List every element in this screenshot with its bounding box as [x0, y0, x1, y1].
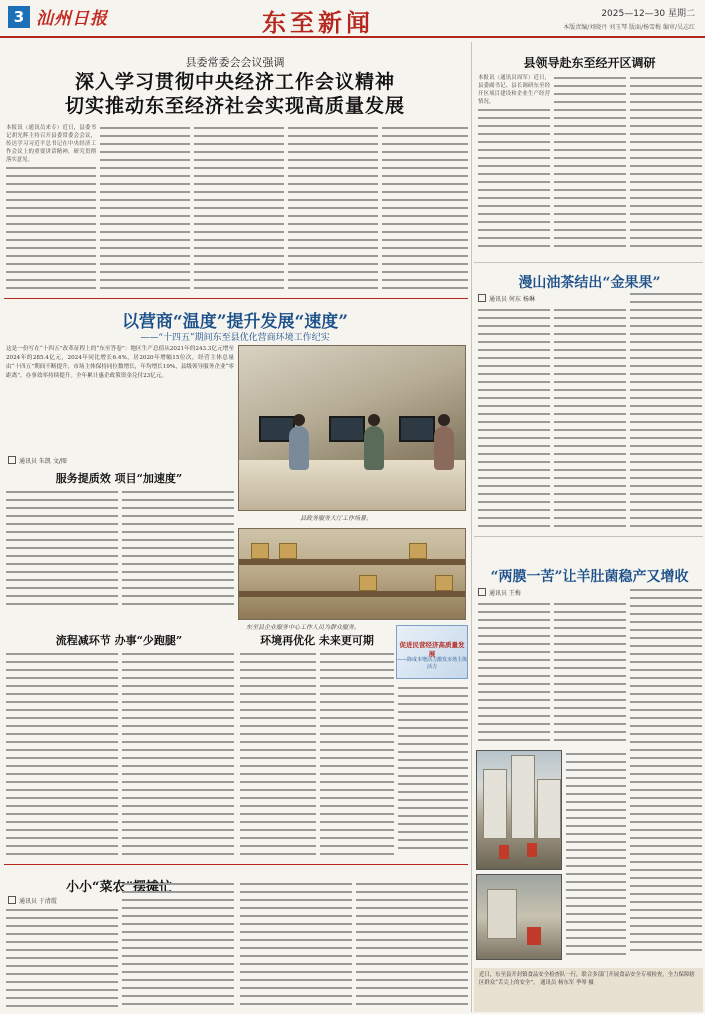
s3-body-col-2 [320, 650, 394, 858]
masthead [0, 0, 705, 38]
s1-body-col-1 [6, 488, 118, 608]
s4-body-col-1 [6, 906, 118, 1010]
lead-body-col-5 [382, 124, 468, 294]
lead-body-col-3 [194, 124, 284, 294]
s3-body-col-1 [240, 650, 316, 858]
section-heading-2: 流程减环节 办事“少跑腿” [55, 634, 183, 647]
morel-body-col-2 [554, 600, 626, 744]
morel-body-col-4 [566, 750, 626, 960]
section-title: 东至新闻 [262, 8, 374, 37]
tea-headline: 漫山油茶结出“金果果” [518, 275, 661, 291]
s4-body-col-4 [356, 880, 468, 1010]
tea-body-col-2 [554, 306, 626, 530]
s3-body-col-3 [398, 684, 468, 858]
right-top-body-col-3 [630, 74, 702, 256]
s1-body-col-2 [122, 488, 234, 608]
bottom-story-title: 小小“菜农”摆摊忙 [66, 880, 172, 895]
feature-intro: 这是一份写在“十四五”改革征程上的“东至答卷”：地区生产总值从2021年的243.3亿元增至2024年的285.4亿元，2024年同比增长6.4%，居2020年增幅15位次，经营主体总量由“十四五”期间不断提升，市场主体保持同位数增长，年均增长19%，县级领导服务企业“零距离”，办事效率持续提升。全年累计惠企政策资金兑付23亿元。 [6, 346, 234, 379]
s2-body-col-2 [122, 650, 234, 858]
right-top-body-lines-1 [478, 106, 550, 256]
feature-subtitle: ——“十四五”期间东至县优化营商环境工作纪实 [140, 333, 330, 343]
right-divider-2 [474, 536, 703, 537]
right-divider-1 [474, 262, 703, 263]
page-number: 3 [8, 6, 30, 28]
lead-kicker: 县委常委会会议强调 [185, 56, 285, 69]
service-hall-photo [238, 345, 466, 511]
section-heading-3: 环境再优化 未来更可期 [260, 634, 374, 647]
promo-title: 促进民营经济高质量发展 [399, 641, 465, 658]
inspection-photo-2 [476, 874, 562, 960]
lead-divider [4, 298, 468, 299]
s4-body-col-3 [240, 880, 352, 1010]
tea-byline: 通讯员 何东 杨琳 [478, 294, 535, 303]
right-top-body-col-1: 本报讯（通讯员周军）近日，县委副书记、县长调研东至经开区项目建设和企业生产经营情况。 [478, 75, 550, 105]
feature-title: 以营商“温度”提升发展“速度” [121, 312, 349, 332]
morel-body-col-1 [478, 600, 550, 744]
photo-news-caption: 近日，东至县开封镇食品安全检查队一行，联合多部门开展食品安全专项检查，全力保障辖区群众“舌尖上的安全”。 通讯员 杨东军 季琴 摄 [474, 968, 703, 1012]
lead-body-col-2 [100, 124, 190, 294]
newspaper-logo: 汕州日报 [36, 9, 108, 29]
promo-box [396, 625, 468, 679]
tea-body-col-3 [630, 290, 702, 530]
right-top-body-col-2 [554, 74, 626, 256]
column-divider [471, 42, 472, 1012]
morel-headline: “两膜一苦”让羊肚菌稳产又增收 [490, 569, 689, 585]
lead-headline-line-1: 深入学习贯彻中央经济工作会议精神 [74, 71, 395, 93]
promo-subtitle: ——降成本增活力激发市场主体活力 [397, 657, 468, 670]
bottom-divider [4, 864, 468, 865]
s2-body-col-1 [6, 650, 118, 858]
s4-body-col-2 [122, 880, 234, 1010]
editor-credits: 本版责编/刘晓丹 刘玉琴 版面/杨雪梅 编审/吴志红 [563, 24, 695, 31]
morel-body-col-3 [630, 586, 702, 960]
bottom-story-byline: 通讯员 于清霞 [8, 896, 57, 905]
tea-body-col-1 [478, 306, 550, 530]
lead-body-lines-1 [6, 164, 96, 292]
section-heading-1: 服务提质效 项目“加速度” [55, 472, 183, 485]
photo2-caption: 东至县企业服务中心工作人员为群众服务。 [246, 624, 361, 631]
feature-byline: 通讯员 朱凯 文/图 [8, 456, 67, 465]
enterprise-service-photo [238, 528, 466, 620]
lead-headline-line-2: 切实推动东至经济社会实现高质量发展 [64, 95, 405, 117]
lead-body-col-4 [288, 124, 378, 294]
lead-headline [0, 70, 470, 118]
right-top-headline: 县领导赴东至经开区调研 [523, 56, 656, 70]
inspection-photo-1 [476, 750, 562, 870]
photo1-caption: 县政务服务大厅工作场景。 [300, 515, 373, 522]
morel-byline: 通讯员 王梅 [478, 588, 521, 597]
lead-body-col-1: 本报讯（通讯员来专）近日，县委书记胡光辉主持召开县委常委会会议，传达学习习近平总书记在中央经济工作会议上的重要讲话精神，研究贯彻落实意见。 [6, 125, 96, 163]
issue-date: 2025—12—30 星期二 [601, 9, 695, 19]
